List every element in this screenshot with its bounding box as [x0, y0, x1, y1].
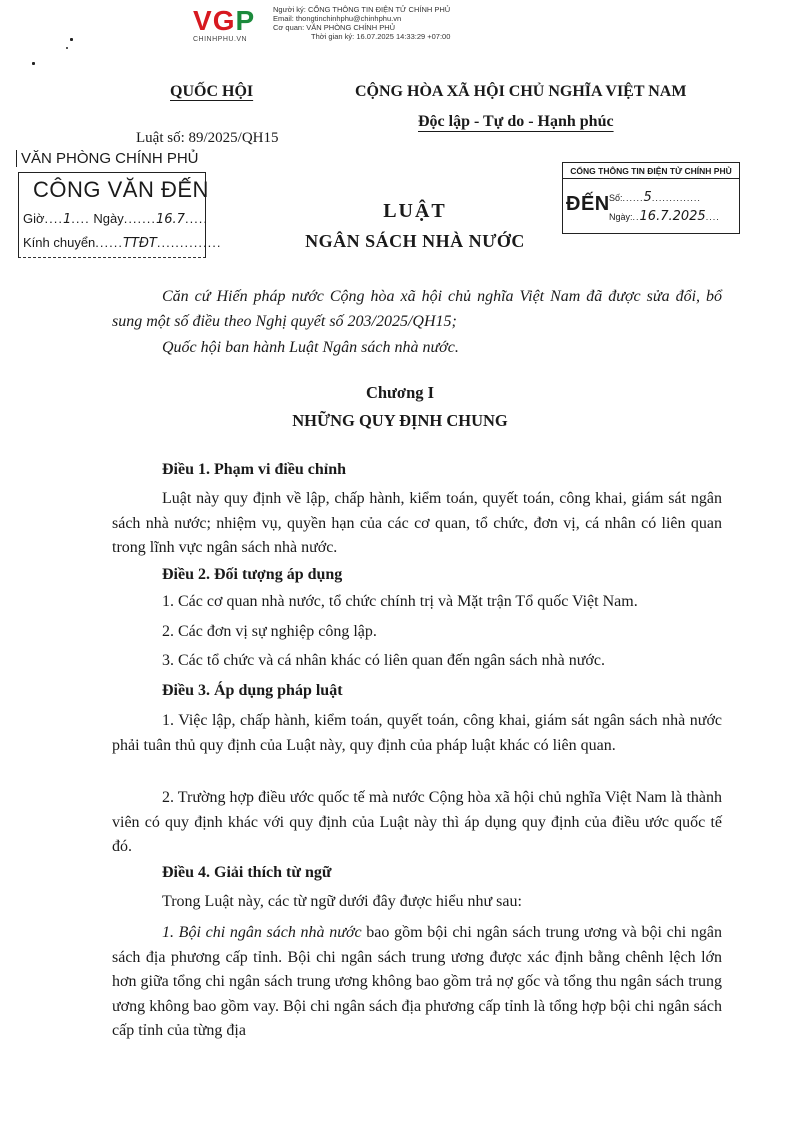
article-1-text: Luật này quy định về lập, chấp hành, kiểm toán, quyết toán, công khai, giám sát ngân sách nhà nước; nhiệm vụ, quyền hạn của các cơ quan, tổ chức, đơn vị, cá nhân có liên quan trong lĩnh vực ngân sách nhà nước.: [112, 490, 722, 556]
article-3-title: Điều 3. Áp dụng pháp luật: [162, 682, 343, 699]
vgp-logo: VGP: [193, 5, 256, 36]
chapter-name: NHỮNG QUY ĐỊNH CHUNG: [292, 411, 508, 430]
stamp2-date-value: 16.7.2025: [639, 209, 706, 224]
scan-speck: [32, 62, 35, 65]
document-type: LUẬT: [383, 200, 447, 222]
article-3-item-1: 1. Việc lập, chấp hành, kiểm toán, quyết toán, công khai, giám sát ngân sách nhà nước phải tuân thủ quy định của Luật này, quy định của pháp luật khác có liên quan.: [112, 712, 722, 754]
issuer-name: QUỐC HỘI: [170, 83, 254, 100]
stamp-hour-value: 1: [62, 212, 72, 227]
sign-time-line: Thời gian ký: 16.07.2025 14:33:29 +07:00: [311, 32, 451, 41]
stamp-title: CÔNG VĂN ĐẾN: [33, 177, 209, 202]
scan-speck: [66, 47, 68, 49]
preamble-enactment: Quốc hội ban hành Luật Ngân sách nhà nước.: [162, 339, 459, 356]
stamp-date-label: Ngày: [93, 211, 124, 226]
stamp-office-name: VĂN PHÒNG CHÍNH PHỦ: [16, 150, 211, 167]
vgp-logo-subtitle: CHINHPHU.VN: [193, 36, 248, 43]
stamp2-number-value: 5: [643, 190, 652, 205]
article-2-item-1: 1. Các cơ quan nhà nước, tổ chức chính trị và Mặt trận Tổ quốc Việt Nam.: [162, 593, 638, 610]
article-4-item-1: [112, 921, 722, 1044]
stamp2-number-label: Số:: [609, 193, 623, 203]
article-2-item-3: 3. Các tổ chức và cá nhân khác có liên quan đến ngân sách nhà nước.: [162, 652, 605, 669]
nation-name: CỘNG HÒA XÃ HỘI CHỦ NGHĨA VIỆT NAM: [355, 83, 687, 100]
national-motto: Độc lập - Tự do - Hạnh phúc: [418, 113, 614, 130]
article-3-item-2: 2. Trường hợp điều ước quốc tế mà nước Cộng hòa xã hội chủ nghĩa Việt Nam là thành viên có quy định khác với quy định của Luật này thì áp dụng quy định của điều ước quốc tế đó.: [112, 789, 722, 855]
stamp2-header: CỔNG THÔNG TIN ĐIỆN TỬ CHÍNH PHỦ: [563, 163, 739, 179]
stamp2-date-row: Ngày:..16.7.2025....: [609, 209, 720, 224]
stamp2-arrived: ĐẾN: [566, 193, 610, 215]
agency-line: Cơ quan: VĂN PHÒNG CHÍNH PHỦ: [273, 23, 396, 32]
portal-arrival-stamp: [562, 162, 740, 234]
article-2-title: Điều 2. Đối tượng áp dụng: [162, 566, 343, 583]
term-budget-deficit: 1. Bội chi ngân sách nhà nước: [162, 924, 362, 941]
article-2-item-2: 2. Các đơn vị sự nghiệp công lập.: [162, 623, 377, 640]
stamp-forward-row: Kính chuyển......TTĐT..............: [23, 235, 222, 251]
stamp-forward-label: Kính chuyển: [23, 235, 96, 250]
preamble-basis: Căn cứ Hiến pháp nước Cộng hòa xã hội chủ nghĩa Việt Nam đã được sửa đổi, bổ sung một số điều theo Nghị quyết số 203/2025/QH15;: [112, 288, 722, 330]
term-budget-deficit-definition: bao gồm bội chi ngân sách trung ương và bội chi ngân sách địa phương cấp tỉnh. Bội chi ngân sách trung ương được xác định bằng chênh lệch lớn hơn giữa tổng chi ngân sách trung ương không bao gồm trả nợ gốc và tổng thu ngân sách trung ương không bao gồm vay. Bội chi ngân sách địa phương cấp tỉnh là tổng hợp bội chi ngân sách cấp tỉnh của từng địa: [112, 924, 723, 1039]
stamp-forward-value: TTĐT: [122, 236, 157, 251]
stamp2-date-label: Ngày:: [609, 212, 633, 222]
scan-speck: [70, 38, 73, 41]
article-4-intro: Trong Luật này, các từ ngữ dưới đây được hiểu như sau:: [162, 893, 522, 910]
article-4-title: Điều 4. Giải thích từ ngữ: [162, 864, 332, 881]
stamp-hour-label: Giờ: [23, 211, 45, 226]
article-1-title: Điều 1. Phạm vi điều chỉnh: [162, 461, 347, 478]
signer-line: Người ký: CỔNG THÔNG TIN ĐIỆN TỬ CHÍNH PHỦ: [273, 5, 451, 14]
chapter-number: Chương I: [365, 383, 435, 402]
law-number: Luật số: 89/2025/QH15: [136, 130, 279, 146]
stamp-hour-date-row: Giờ....1.... Ngày.......16.7.....: [23, 211, 209, 227]
email-line: Email: thongtinchinhphu@chinhphu.vn: [273, 14, 402, 23]
digital-signature-info: [273, 5, 450, 41]
stamp2-number-row: Số:......5..............: [609, 190, 701, 205]
law-title: NGÂN SÁCH NHÀ NƯỚC: [305, 231, 525, 251]
stamp-date-value: 16.7: [156, 212, 185, 227]
